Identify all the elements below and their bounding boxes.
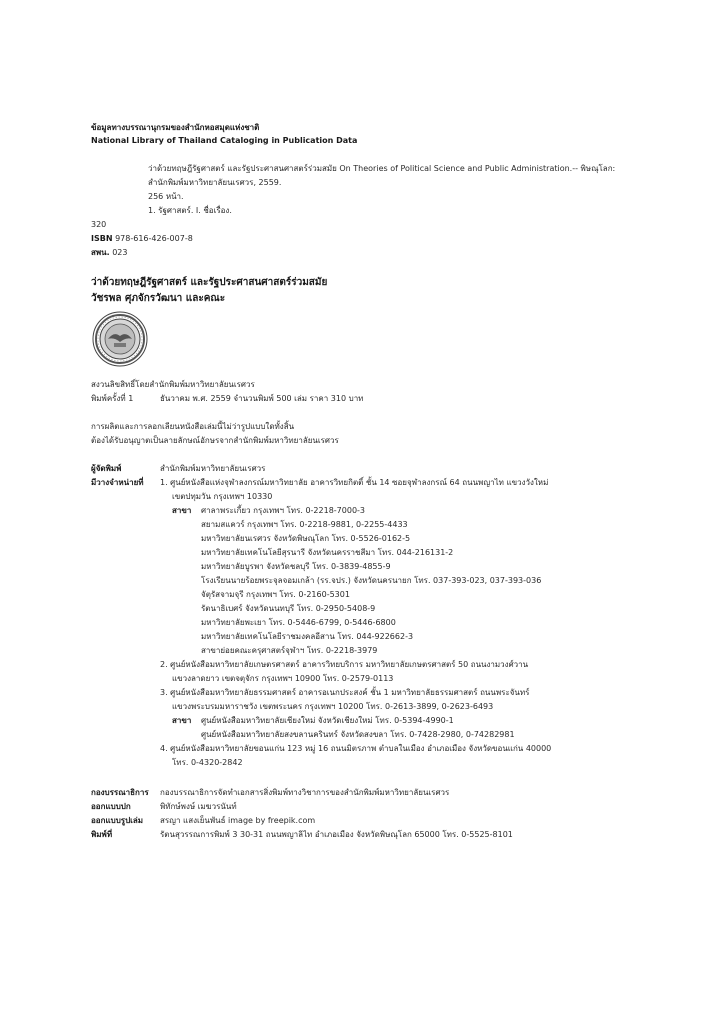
branch-item: มหาวิทยาลัยเทคโนโลยีสุรนารี จังหวัดนครราชสีมา โทร. 044-216131-2 <box>201 548 454 557</box>
edition-info: ธันวาคม พ.ศ. 2559 จำนวนพิมพ์ 500 เล่ม ราคา 310 บาท <box>160 394 364 403</box>
cip-heading-english: National Library of Thailand Cataloging in Publication Data <box>91 136 358 145</box>
credit-label-layout-design: ออกแบบรูปเล่ม <box>91 816 144 825</box>
cip-entry-line: สำนักพิมพ์มหาวิทยาลัยนเรศวร, 2559. <box>148 178 282 187</box>
publication-number-line <box>91 246 128 260</box>
branch-item: โรงเรียนนายร้อยพระจุลจอมเกล้า (รร.จปร.) จังหวัดนครนายก โทร. 037-393-023, 037-393-036 <box>201 576 542 585</box>
distributor-3-line2: แขวงพระบรมมหาราชวัง เขตพระนคร กรุงเทพฯ 10200 โทร. 0-2613-3899, 0-2623-6493 <box>172 702 494 711</box>
distributors-label: มีวางจำหน่ายที่ <box>91 478 144 487</box>
branch-item: มหาวิทยาลัยเทคโนโลยีราชมงคลอีสาน โทร. 044-922662-3 <box>201 632 414 641</box>
branch-label: สาขา <box>172 716 192 725</box>
credit-value-layout-design: สรญา แสงเย็นพันธ์ image by freepik.com <box>160 816 316 825</box>
book-authors: วัชรพล ศุภจักรวัฒนา และคณะ <box>91 293 226 304</box>
credit-label-cover-design: ออกแบบปก <box>91 802 131 811</box>
branch-item: สาขาย่อยคณะครุศาสตร์จุฬาฯ โทร. 0-2218-3979 <box>201 646 378 655</box>
credit-value-printer: รัตนสุวรรณการพิมพ์ 3 30-31 ถนนพญาลิไท อำเภอเมือง จังหวัดพิษณุโลก 65000 โทร. 0-5525-8101 <box>160 830 513 839</box>
distributor-1-line2: เขตปทุมวัน กรุงเทพฯ 10330 <box>172 492 273 501</box>
class-number: 320 <box>91 220 107 229</box>
edition-label: พิมพ์ครั้งที่ 1 <box>91 394 134 403</box>
branch-item: มหาวิทยาลัยบูรพา จังหวัดชลบุรี โทร. 0-3839-4855-9 <box>201 562 391 571</box>
branch-item: สยามสแควร์ กรุงเทพฯ โทร. 0-2218-9881, 0-2255-4433 <box>201 520 408 529</box>
isbn-value: 978-616-426-007-8 <box>115 234 193 243</box>
copyright-notice: สงวนลิขสิทธิ์โดยสำนักพิมพ์มหาวิทยาลัยนเรศวร <box>91 380 255 389</box>
branch-item: จัตุรัสจามจุรี กรุงเทพฯ โทร. 0-2160-5301 <box>201 590 350 599</box>
publisher-value: สำนักพิมพ์มหาวิทยาลัยนเรศวร <box>160 464 266 473</box>
branch-item: รัตนาธิเบศร์ จังหวัดนนทบุรี โทร. 0-2950-5408-9 <box>201 604 376 613</box>
credit-label-editorial: กองบรรณาธิการ <box>91 788 149 797</box>
distributor-2-line1: 2. ศูนย์หนังสือมหาวิทยาลัยเกษตรศาสตร์ อาคารวิทยบริการ มหาวิทยาลัยเกษตรศาสตร์ 50 ถนนงามวงศ์วาน <box>160 660 529 669</box>
branch-item: มหาวิทยาลัยพะเยา โทร. 0-5446-6799, 0-5446-6800 <box>201 618 396 627</box>
branch-label: สาขา <box>172 506 192 515</box>
university-seal-icon <box>92 311 148 367</box>
publisher-label: ผู้จัดพิมพ์ <box>91 464 122 473</box>
isbn-line <box>91 232 193 246</box>
book-title: ว่าด้วยทฤษฎีรัฐศาสตร์ และรัฐประศาสนศาสตร์ร่วมสมัย <box>91 277 328 288</box>
branch-item: ศาลาพระเกี้ยว กรุงเทพฯ โทร. 0-2218-7000-3 <box>201 506 366 515</box>
distributor-4-line1: 4. ศูนย์หนังสือมหาวิทยาลัยขอนแก่น 123 หมู่ 16 ถนนมิตรภาพ ตำบลในเมือง อำเภอเมือง จังหวัดขอนแก่น 40000 <box>160 744 552 753</box>
isbn-label: ISBN <box>91 234 113 243</box>
restriction-line: การผลิตและการลอกเลียนหนังสือเล่มนี้ไม่ว่ารูปแบบใดทั้งสิ้น <box>91 422 295 431</box>
distributor-3-line1: 3. ศูนย์หนังสือมหาวิทยาลัยธรรมศาสตร์ อาคารอเนกประสงค์ ชั้น 1 มหาวิทยาลัยธรรมศาสตร์ ถนนพระจันทร์ <box>160 688 530 697</box>
distributor-1-line1: 1. ศูนย์หนังสือแห่งจุฬาลงกรณ์มหาวิทยาลัย อาคารวิทยกิตติ์ ชั้น 14 ซอยจุฬาลงกรณ์ 64 ถนนพญาไท แขวงวังใหม่ <box>160 478 549 487</box>
distributor-4-line2: โทร. 0-4320-2842 <box>172 758 243 767</box>
cip-heading-thai: ข้อมูลทางบรรณานุกรมของสำนักหอสมุดแห่งชาติ <box>91 123 260 132</box>
publication-number-value: 023 <box>112 248 128 257</box>
cip-entry-line: 256 หน้า. <box>148 192 184 201</box>
credit-label-printer: พิมพ์ที่ <box>91 830 113 839</box>
branch-item: ศูนย์หนังสือมหาวิทยาลัยเชียงใหม่ จังหวัดเชียงใหม่ โทร. 0-5394-4990-1 <box>201 716 454 725</box>
restriction-line: ต้องได้รับอนุญาตเป็นลายลักษณ์อักษรจากสำนักพิมพ์มหาวิทยาลัยนเรศวร <box>91 436 339 445</box>
cip-entry-line: ว่าด้วยทฤษฎีรัฐศาสตร์ และรัฐประศาสนศาสตร์ร่วมสมัย On Theories of Political Science and Public Administration.-- พิษณุโลก: <box>148 164 616 173</box>
branch-item: ศูนย์หนังสือมหาวิทยาลัยสงขลานครินทร์ จังหวัดสงขลา โทร. 0-7428-2980, 0-74282981 <box>201 730 515 739</box>
publication-number-label: สพน. <box>91 248 110 257</box>
distributor-2-line2: แขวงลาดยาว เขตจตุจักร กรุงเทพฯ 10900 โทร. 0-2579-0113 <box>172 674 394 683</box>
credit-value-cover-design: พิทักษ์พงษ์ เมฆวรนันท์ <box>160 802 237 811</box>
credit-value-editorial: กองบรรณาธิการจัดทำเอกสารสิ่งพิมพ์ทางวิชาการของสำนักพิมพ์มหาวิทยาลัยนเรศวร <box>160 788 450 797</box>
cip-entry-line: 1. รัฐศาสตร์. I. ชื่อเรื่อง. <box>148 206 232 215</box>
branch-item: มหาวิทยาลัยนเรศวร จังหวัดพิษณุโลก โทร. 0-5526-0162-5 <box>201 534 411 543</box>
